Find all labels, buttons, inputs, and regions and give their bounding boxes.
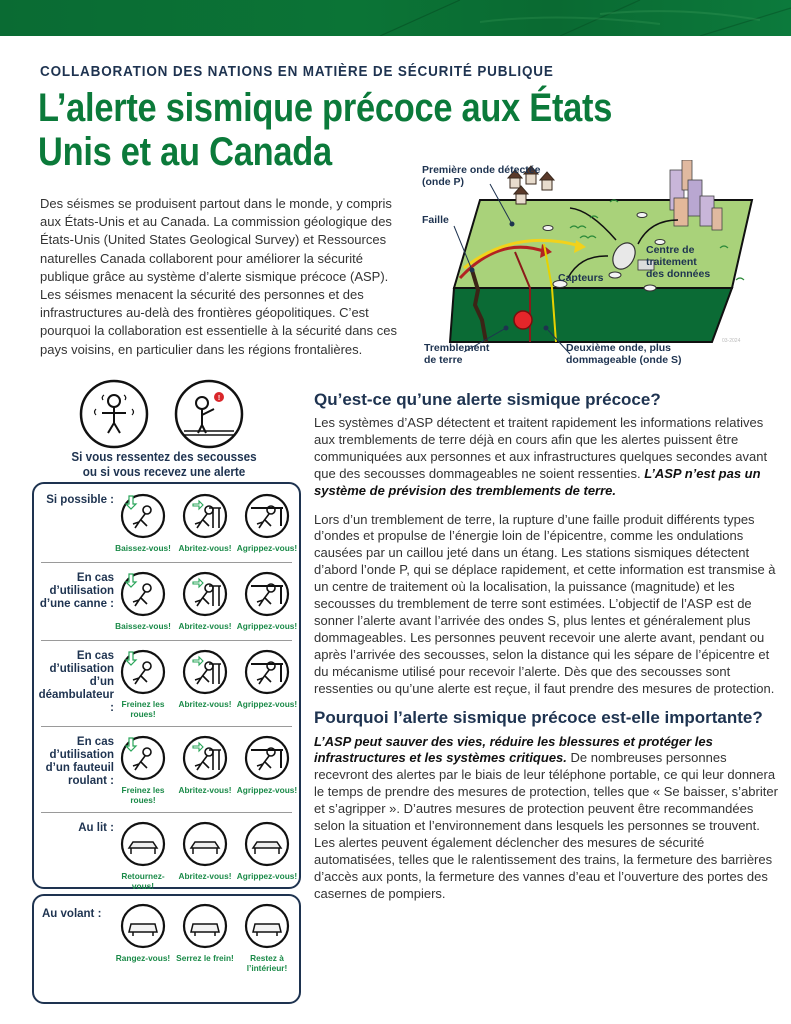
label-s-wave <box>566 342 682 366</box>
safety-row-label: En cas d’utilisation d’un fauteuil roulant : <box>45 736 114 787</box>
paragraph-emphasis-2: L’ASP peut sauver des vies, réduire les blessures et protéger les infrastructures et les systèmes critiques. <box>314 733 713 766</box>
safety-action-label: Agrippez-vous! <box>236 699 298 709</box>
eew-diagram <box>420 160 790 370</box>
safety-action-label: Agrippez-vous! <box>236 871 298 881</box>
safety-row <box>34 726 299 812</box>
safety-row <box>34 812 299 891</box>
safety-row-label: Au lit : <box>78 822 114 834</box>
safety-action <box>112 492 174 554</box>
label-center-line-2: traitement <box>646 256 697 268</box>
safety-action <box>174 492 236 554</box>
pull-over-car-icon <box>112 902 174 950</box>
driving-action-label: Restez à l’intérieur! <box>246 953 288 973</box>
alert-caption-line-2: ou si vous recevez une alerte <box>82 464 246 479</box>
row-divider <box>41 640 292 641</box>
safety-action-label: Abritez-vous! <box>178 699 232 709</box>
safety-row <box>34 484 299 562</box>
hold-on-bed-icon <box>236 820 298 868</box>
stay-inside-car-icon <box>236 902 298 950</box>
header-banner <box>0 0 791 36</box>
safety-action-label: Abritez-vous! <box>178 621 232 631</box>
hold-on-walker-icon <box>236 648 298 696</box>
cover-cane-icon <box>174 570 236 618</box>
drop-cane-icon <box>112 570 174 618</box>
set-brake-car-icon <box>174 902 236 950</box>
title-line-1: L’alerte sismique précoce aux États <box>38 86 613 130</box>
section-heading-2: Pourquoi l’alerte sismique précoce est-elle importante? <box>314 707 763 727</box>
lock-walker-icon <box>112 648 174 696</box>
safety-action <box>236 648 298 710</box>
diagram-credit: 03-2024 <box>722 338 741 344</box>
safety-action <box>236 820 298 882</box>
drop-person-icon <box>112 492 174 540</box>
safety-action-label: Agrippez-vous! <box>236 621 298 631</box>
label-p-wave <box>422 164 540 188</box>
section-paragraph-3 <box>314 734 779 903</box>
safety-action-label: Baissez-vous! <box>115 543 171 553</box>
safety-action-label: Abritez-vous! <box>178 543 232 553</box>
driving-action <box>236 902 298 973</box>
hold-on-cane-icon <box>236 570 298 618</box>
alert-caption-line-1: Si vous ressentez des secousses <box>71 449 257 464</box>
banner-texture <box>0 0 791 36</box>
paragraph-text-2: De nombreuses personnes recevront des alertes par le biais de leur téléphone portable, ce qui leur donnera le temps de prendre des mesures de protection, telles que « Se baisser, s’abriter et s’agripper ». D’autres mesures de protection peuvent être recommandées selon la situation et l’environnement dans lesquels les personnes se trouvent. Les alertes peuvent également déclencher des mesures de sécurité automatisées, telles que le ralentissement des trains, la fermeture des barrières d’accès aux ponts, la fermeture des vannes d’eau et l’ouverture des portes des casernes de pompiers. <box>314 750 778 901</box>
cover-bed-icon <box>174 820 236 868</box>
safety-action-label: Freinez les roues! <box>121 785 165 805</box>
section-heading: Qu’est-ce qu’une alerte sismique précoce? <box>314 390 661 409</box>
label-s-wave-line-2: dommageable (onde S) <box>566 354 682 366</box>
driving-action-label: Rangez-vous! <box>115 953 171 963</box>
safety-action <box>236 492 298 554</box>
driving-label: Au volant : <box>42 908 102 920</box>
safety-action <box>112 570 174 632</box>
section-paragraph <box>314 415 779 500</box>
safety-action <box>174 820 236 882</box>
safety-action-label: Abritez-vous! <box>178 785 232 795</box>
lock-wheelchair-icon <box>112 734 174 782</box>
safety-action-label: Abritez-vous! <box>178 871 232 881</box>
row-divider <box>41 726 292 727</box>
label-sensors: Capteurs <box>558 272 604 284</box>
safety-action <box>174 734 236 796</box>
intro-paragraph: Des séismes se produisent partout dans le monde, y compris aux États-Unis et au Canada. La commission géologique des États-Unis (United States Geological Survey) et Ressources naturelles Canada collaborent pour améliorer la sécurité publique grâce au système d’alerte sismique précoce (ASP). Les séismes menacent la sécurité des personnes et des infrastructures au-delà des frontières géopolitiques. C’est pourquoi la collaboration est essentielle à la sécurité dans ces pays voisins, en particulier dans les régions frontalières. <box>40 196 397 357</box>
safety-action <box>236 570 298 632</box>
protective-actions-box <box>32 482 301 889</box>
kicker: COLLABORATION DES NATIONS EN MATIÈRE DE SÉCURITÉ PUBLIQUE <box>40 64 554 80</box>
cover-walker-icon <box>174 648 236 696</box>
turn-over-bed-icon <box>112 820 174 868</box>
safety-action <box>236 734 298 796</box>
paragraph-emphasis: L’ASP n’est pas un système de prévision des tremblements de terre. <box>314 465 761 498</box>
driving-actions-box <box>32 894 301 1004</box>
row-divider <box>41 812 292 813</box>
cover-wheelchair-icon <box>174 734 236 782</box>
label-s-wave-line-1: Deuxième onde, plus <box>566 342 672 354</box>
hold-on-wheelchair-icon <box>236 734 298 782</box>
hold-on-person-icon <box>236 492 298 540</box>
cover-person-icon <box>174 492 236 540</box>
safety-action-label: Retournez-vous! <box>121 871 165 891</box>
safety-action <box>174 570 236 632</box>
driving-action <box>174 902 236 964</box>
svg-text:!: ! <box>217 395 221 402</box>
row-divider <box>41 562 292 563</box>
safety-row <box>34 640 299 726</box>
driving-action-label: Serrez le frein! <box>176 953 234 963</box>
title-line-2: Unis et au Canada <box>38 130 332 174</box>
safety-action <box>174 648 236 710</box>
safety-action <box>112 734 174 805</box>
label-processing-center <box>646 244 710 280</box>
phone-alert-icon <box>176 381 242 447</box>
label-earthquake <box>424 342 489 366</box>
safety-action-label: Agrippez-vous! <box>236 785 298 795</box>
section-paragraph-2: Lors d’un tremblement de terre, la rupture d’une faille produit différents types d’ondes et propulse de l’énergie loin de l’épicentre, comme les ondulations causées par un caillou jeté dans un étang. Les stations sismiques détectent d’abord l’onde P, qui se déplace rapidement, et cette information est transmise à un centre de traitement où la localisation, la puissance (magnitude) et les secousses du tremblement de terre sont estimées. L’objectif de l’ASP est de sonner l’alerte avant l’arrivée des ondes S, plus lentes et généralement plus dommageables. Les personnes peuvent recevoir une alerte avant, pendant ou après l’arrivée des secousses, selon la distance qui les sépare de l’épicentre et du mécanisme utilisé pour recevoir l’alerte. Dès que des secousses sont ressenties ou qu’une alerte est reçue, il faut prendre des mesures de protection. <box>314 511 776 696</box>
paragraph-text: Les systèmes d’ASP détectent et traitent rapidement les informations relatives aux tremblements de terre déjà en cours afin que les alertes puissent être communiquées aux personnes et aux infrastructures quelques secondes avant que des secousses dommageables ne soient ressenties. <box>314 415 768 481</box>
label-center-line-3: des données <box>646 268 711 280</box>
safety-action <box>112 820 174 891</box>
safety-action-label: Agrippez-vous! <box>236 543 298 553</box>
safety-action-label: Baissez-vous! <box>115 621 171 631</box>
section-what-is-eew <box>314 390 779 903</box>
label-quake-line-1: Tremblement <box>424 342 490 354</box>
label-center-line-1: Centre de <box>646 244 695 256</box>
safety-row-label: En cas d’utilisation d’un déambulateur : <box>38 650 114 714</box>
label-p-wave-line-1: Première onde détectée <box>422 164 541 176</box>
label-p-wave-line-2: (onde P) <box>422 176 464 188</box>
safety-row <box>34 562 299 640</box>
safety-row-label: Si possible : <box>46 494 114 506</box>
driving-action <box>112 902 174 964</box>
alert-icons <box>78 377 258 452</box>
shaking-person-icon <box>81 381 147 447</box>
safety-row-label: En cas d’utilisation d’une canne : <box>39 572 114 610</box>
safety-action <box>112 648 174 719</box>
alert-caption <box>43 449 284 479</box>
label-fault: Faille <box>422 214 449 226</box>
safety-action-label: Freinez les roues! <box>121 699 165 719</box>
label-quake-line-2: de terre <box>424 354 463 366</box>
